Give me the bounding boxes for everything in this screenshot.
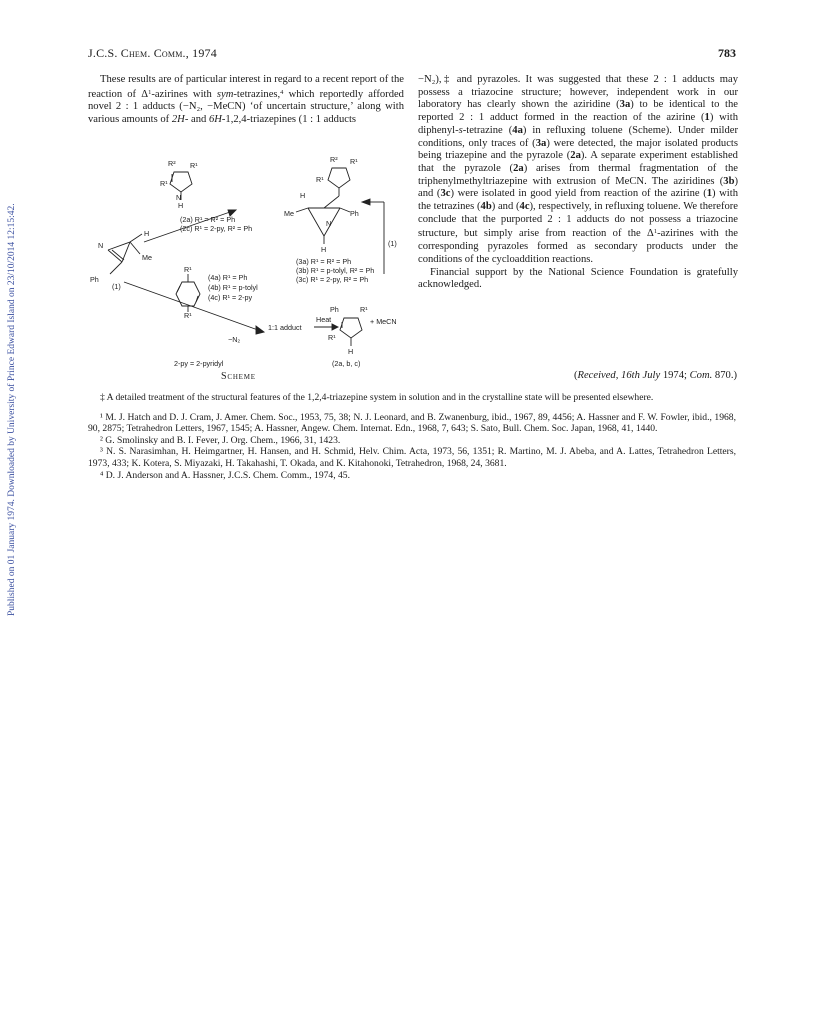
aziridine-ph: Ph	[350, 209, 359, 218]
aziridine-h2: H	[321, 245, 327, 254]
pyrazole-r1b: R¹	[328, 333, 336, 342]
aziridine-me: Me	[284, 209, 294, 218]
azirine-ph: Ph	[90, 275, 99, 284]
aziridine-3b: (3b) R¹ = p-tolyl, R² = Ph	[296, 266, 375, 275]
pyrazole-ring-bottom	[340, 318, 362, 338]
cond-2a: (2a) R¹ = R² = Ph	[180, 215, 236, 224]
tetrazine-4b: (4b) R¹ = p-tolyl	[208, 283, 258, 292]
tetrazine-r1-top: R¹	[184, 265, 192, 274]
azirine-me: Me	[142, 253, 152, 262]
page-number: 783	[718, 46, 736, 60]
tetrazine-4c: (4c) R¹ = 2-py	[208, 293, 253, 302]
py-definition: 2-py = 2-pyridyl	[174, 359, 224, 368]
scheme-caption: Scheme	[221, 371, 256, 382]
aziridine-r2: R²	[330, 155, 338, 164]
reference-1: ¹ M. J. Hatch and D. J. Cram, J. Amer. Chem. Soc., 1953, 75, 38; N. J. Leonard, and B. Zwanenburg, ibid., 1967, 89, 4456; A. Hassner and F. W. Fowler, ibid., 1968, 90, 2875; Tetrahedron Letters, 1967, 1545; A. Hassner, Angew. Chem. Internat. Edn., 1968, 7, 643; S. Sato, Bull. Chem. Soc. Japan, 1968, 41, 1440.	[88, 411, 736, 435]
h-label-top: H	[178, 201, 184, 210]
footnote-dagger: ‡ A detailed treatment of the structural features of the 1,2,4-triazepine system in solution and in the crystalline state will be presented elsewhere.	[100, 392, 654, 403]
journal-title: J.C.S. Chem. Comm., 1974	[88, 46, 217, 60]
aziridine-3a: (3a) R¹ = R² = Ph	[296, 257, 352, 266]
received-date: (Received, 16th July 1974; Com. 870.)	[573, 370, 737, 381]
aziridine-n: N	[326, 219, 332, 228]
acknowledgement: Financial support by the National Science Foundation is gratefully acknowledged.	[418, 266, 738, 291]
plus-mecn: + MeCN	[370, 317, 397, 326]
aziridine-arrow-num: (1)	[388, 239, 397, 248]
pyrazole-on-aziridine	[328, 168, 350, 188]
aziridine-3c: (3c) R¹ = 2-py, R² = Ph	[296, 275, 369, 284]
pyrazole-ring-top	[170, 172, 192, 192]
pyrazole-h: H	[348, 347, 354, 356]
n-label-top: N	[176, 193, 182, 202]
aziridine-h: H	[300, 191, 306, 200]
r1-label-top: R¹	[190, 161, 198, 170]
pyrazole-num: (2a, b, c)	[332, 359, 361, 368]
reference-3: ³ N. S. Narasimhan, H. Heimgartner, H. Hansen, and H. Schmid, Helv. Chim. Acta, 1973, 56, 1351; R. Martino, M. J. Abeba, and A. Lattes, Tetrahedron Letters, 1973, 433; K. Kotera, S. Miyazaki, H. Takahashi, T. Okada, and K. Kitahonoki, Tetrahedron, 1968, 24, 3681.	[88, 446, 736, 469]
download-notice: Published on 01 January 1974. Downloaded by University of Prince Edward Island on 23/10/2014 12:15:42.	[7, 203, 17, 616]
aziridine-r1b: R¹	[316, 175, 324, 184]
left-column	[88, 74, 404, 127]
azirine-h: H	[144, 229, 150, 238]
adduct-label: 1:1 adduct	[268, 323, 302, 332]
tetrazine-ring	[176, 282, 200, 306]
pyrazole-ph: Ph	[330, 305, 339, 314]
pyrazole-r1: R¹	[360, 305, 368, 314]
right-column	[418, 74, 738, 292]
page-header	[88, 46, 736, 62]
reaction-scheme	[88, 150, 416, 382]
r1b-label-top: R¹	[160, 179, 168, 188]
intro-paragraph: These results are of particular interest in regard to a recent report of the reaction of $\Delta^1$-azirines with sym-tetrazines,$^4$ which reportedly afforded novel 2 : 1 adducts (−N₂, −MeCN) ‘of uncertain structure,’ along with various amounts of 2H- and 6H-1,2,4-triazepines (1 : 1 adducts	[88, 74, 404, 126]
reference-2: ² G. Smolinsky and B. I. Fever, J. Org. Chem., 1966, 31, 1423.	[100, 434, 341, 446]
tetrazine-r1-bottom: R¹	[184, 311, 192, 320]
azirine-num: (1)	[112, 282, 121, 291]
r2-label-top: R²	[168, 159, 176, 168]
reference-4: ⁴ D. J. Anderson and A. Hassner, J.C.S. Chem. Comm., 1974, 45.	[100, 469, 350, 481]
footnotes	[88, 392, 736, 481]
azirine-n: N	[98, 241, 104, 250]
minus-n2: −N₂	[228, 335, 241, 344]
heat-label: Heat	[316, 315, 332, 324]
cond-2c: (2c) R¹ = 2-py, R² = Ph	[180, 224, 253, 233]
continued-paragraph: −N₂),‡ and pyrazoles. It was suggested that these 2 : 1 adducts may possess a triazocine structure; however, independent work in our laboratory has clearly shown the aziridine (3a) to be identical to the reported 2 : 1 adduct formed in the reaction of the azirine (1) with diphenyl-s-tetrazine (4a) in refluxing toluene (Scheme). Under milder conditions, only traces of (3a) were detected, the major isolated products being triazepine and the pyrazole (2a). A separate experiment established that the pyrazole (2a) arises from thermal fragmentation of the triphenylmethyltriazepine with extrusion of MeCN. The aziridines (3b) and (3c) were isolated in good yield from reaction of the azirine (1) with the tetrazines (4b) and (4c), respectively, in refluxing toluene. We therefore conclude that the purported 2 : 1 adducts do not possess a triazocine structure, but simply arise from reaction of the $\Delta^1$-azirines with the corresponding pyrazoles formed as secondary products under the conditions of the cycloaddition reactions.	[418, 74, 738, 265]
aziridine-r1: R¹	[350, 157, 358, 166]
tetrazine-4a: (4a) R¹ = Ph	[208, 273, 248, 282]
